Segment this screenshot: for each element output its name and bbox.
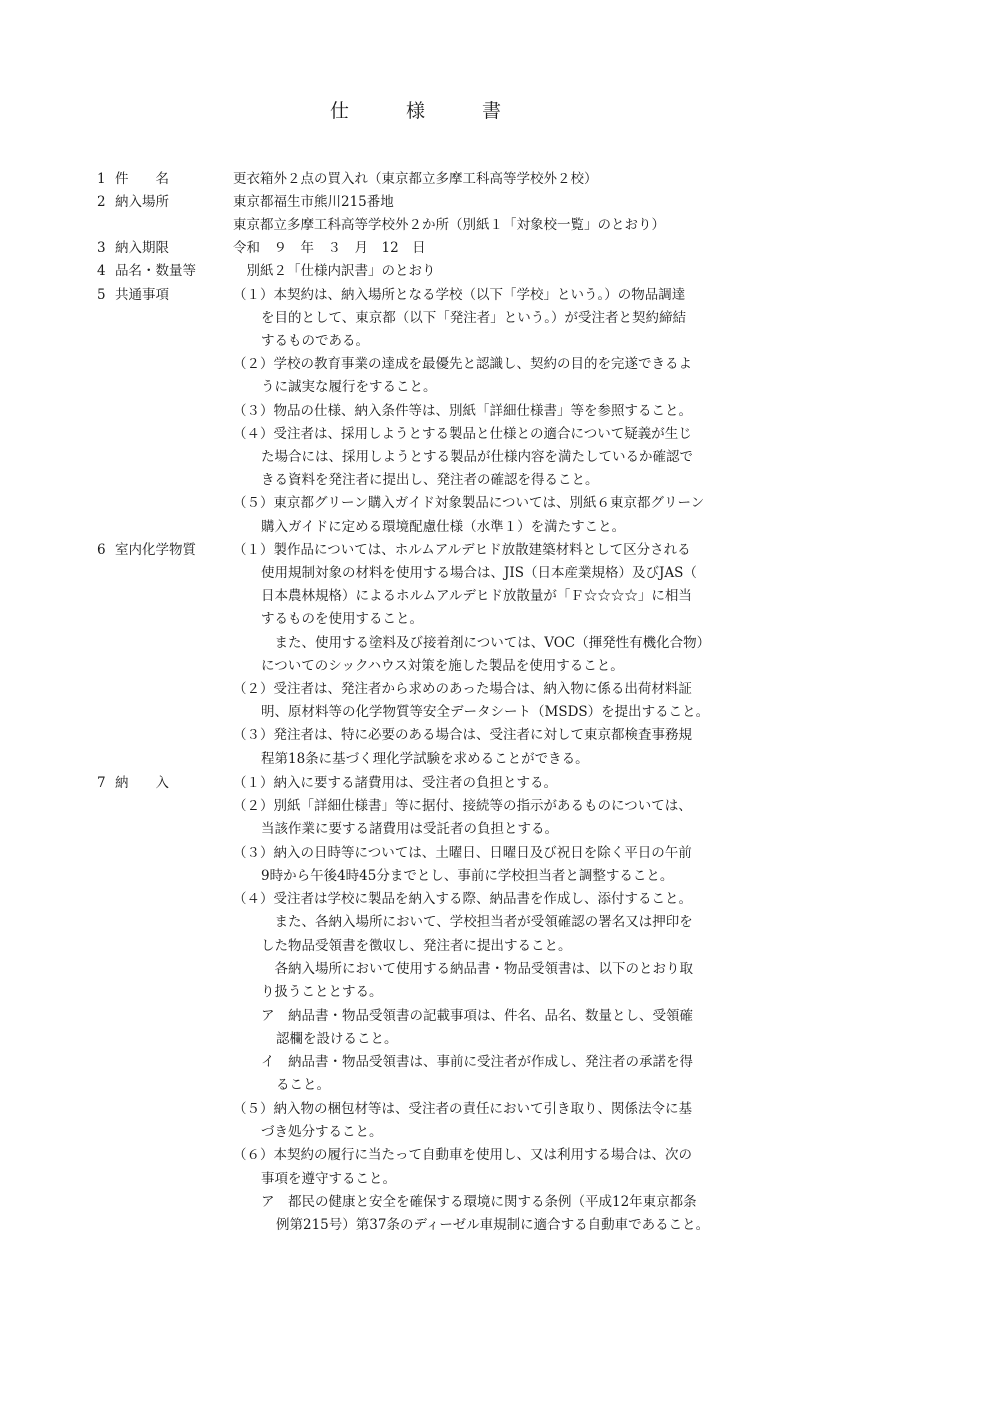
item-number: 3 [97, 240, 106, 256]
content-line: た場合には、採用しようとする製品が仕様内容を満たしているか確認で [261, 449, 693, 465]
content-line: するものである。 [261, 333, 369, 349]
content-line: 令和 ９ 年 ３ 月 12 日 [233, 240, 426, 256]
item-number: 2 [97, 194, 106, 210]
content-line: 明、原材料等の化学物質等安全データシート（MSDS）を提出すること。 [261, 704, 710, 720]
document-title: 仕 様 書 [330, 100, 502, 122]
item-label-indoor-chemicals: 室内化学物質 [115, 542, 196, 558]
content-line: （２）学校の教育事業の達成を最優先と認識し、契約の目的を完遂できるよ [233, 356, 692, 372]
content-line: 購入ガイドに定める環境配慮仕様（水準１）を満たすこと。 [261, 519, 626, 535]
content-line: するものを使用すること。 [261, 611, 423, 627]
content-line: （６）本契約の履行に当たって自動車を使用し、又は利用する場合は、次の [233, 1147, 692, 1163]
content-line: した物品受領書を徴収し、発注者に提出すること。 [261, 938, 572, 954]
content-line: （２）受注者は、発注者から求めのあった場合は、納入物に係る出荷材料証 [233, 681, 692, 697]
content-line: 例第215号）第37条のディーゼル車規制に適合する自動車であること。 [276, 1217, 710, 1233]
content-line: 当該作業に要する諸費用は受託者の負担とする。 [261, 821, 558, 837]
content-line: づき処分すること。 [261, 1124, 383, 1140]
content-line: イ 納品書・物品受領書は、事前に受注者が作成し、発注者の承諾を得 [261, 1054, 693, 1070]
content-line: （３）発注者は、特に必要のある場合は、受注者に対して東京都検査事務規 [233, 727, 692, 743]
content-line: 各納入場所において使用する納品書・物品受領書は、以下のとおり取 [261, 961, 693, 977]
content-line: 東京都立多摩工科高等学校外２か所（別紙１「対象校一覧」のとおり） [233, 217, 665, 233]
content-line: 日本農林規格）によるホルムアルデヒド放散量が「Ｆ☆☆☆☆」に相当 [261, 588, 692, 604]
item-label-subject: 件 名 [115, 171, 169, 187]
item-number: 5 [97, 287, 106, 303]
content-line: （５）納入物の梱包材等は、受注者の責任において引き取り、関係法令に基 [233, 1101, 692, 1117]
content-line: また、各納入場所において、学校担当者が受領確認の署名又は押印を [261, 914, 693, 930]
content-line: ア 納品書・物品受領書の記載事項は、件名、品名、数量とし、受領確 [261, 1008, 693, 1024]
content-line: 別紙２「仕様内訳書」のとおり [233, 263, 436, 279]
content-line: （５）東京都グリーン購入ガイド対象製品については、別紙６東京都グリーン [233, 495, 705, 511]
content-line: （２）別紙「詳細仕様書」等に据付、接続等の指示があるものについては、 [233, 798, 692, 814]
item-number: 1 [97, 171, 106, 187]
item-label-delivery-deadline: 納入期限 [115, 240, 169, 256]
content-line: また、使用する塗料及び接着剤については、VOC（揮発性有機化合物） [261, 635, 711, 651]
content-line: 更衣箱外２点の買入れ（東京都立多摩工科高等学校外２校） [233, 171, 598, 187]
content-line: 東京都福生市熊川215番地 [233, 194, 394, 210]
content-line: 程第18条に基づく理化学試験を求めることができる。 [261, 751, 589, 767]
content-line: うに誠実な履行をすること。 [261, 379, 437, 395]
item-number: 4 [97, 263, 106, 279]
content-line: 9時から午後4時45分までとし、事前に学校担当者と調整すること。 [261, 868, 674, 884]
item-label-delivery: 納 入 [115, 775, 169, 791]
content-line: （３）物品の仕様、納入条件等は、別紙「詳細仕様書」等を参照すること。 [233, 403, 692, 419]
content-line: （４）受注者は、採用しようとする製品と仕様との適合について疑義が生じ [233, 426, 692, 442]
content-line: についてのシックハウス対策を施した製品を使用すること。 [261, 658, 624, 674]
content-line: （１）製作品については、ホルムアルデヒド放散建築材料として区分される [233, 542, 691, 558]
content-line: 事項を遵守すること。 [261, 1171, 396, 1187]
item-label-delivery-place: 納入場所 [115, 194, 169, 210]
content-line: （３）納入の日時等については、土曜日、日曜日及び祝日を除く平日の午前 [233, 845, 692, 861]
item-label-items-quantity: 品名・数量等 [115, 263, 196, 279]
content-line: 使用規制対象の材料を使用する場合は、JIS（日本産業規格）及びJAS（ [261, 565, 697, 581]
content-line: ア 都民の健康と安全を確保する環境に関する条例（平成12年東京都条 [261, 1194, 697, 1210]
content-line: り扱うこととする。 [261, 984, 383, 1000]
content-line: 認欄を設けること。 [276, 1031, 398, 1047]
item-number: 6 [97, 542, 106, 558]
item-label-common-matters: 共通事項 [115, 287, 169, 303]
content-line: ること。 [276, 1077, 330, 1093]
content-line: （４）受注者は学校に製品を納入する際、納品書を作成し、添付すること。 [233, 891, 692, 907]
content-line: （１）納入に要する諸費用は、受注者の負担とする。 [233, 775, 557, 791]
content-line: （１）本契約は、納入場所となる学校（以下「学校」という。）の物品調達 [233, 287, 686, 303]
item-number: 7 [97, 775, 106, 791]
content-line: きる資料を発注者に提出し、発注者の確認を得ること。 [261, 472, 599, 488]
content-line: を目的として、東京都（以下「発注者」という。）が受注者と契約締結 [261, 310, 686, 326]
